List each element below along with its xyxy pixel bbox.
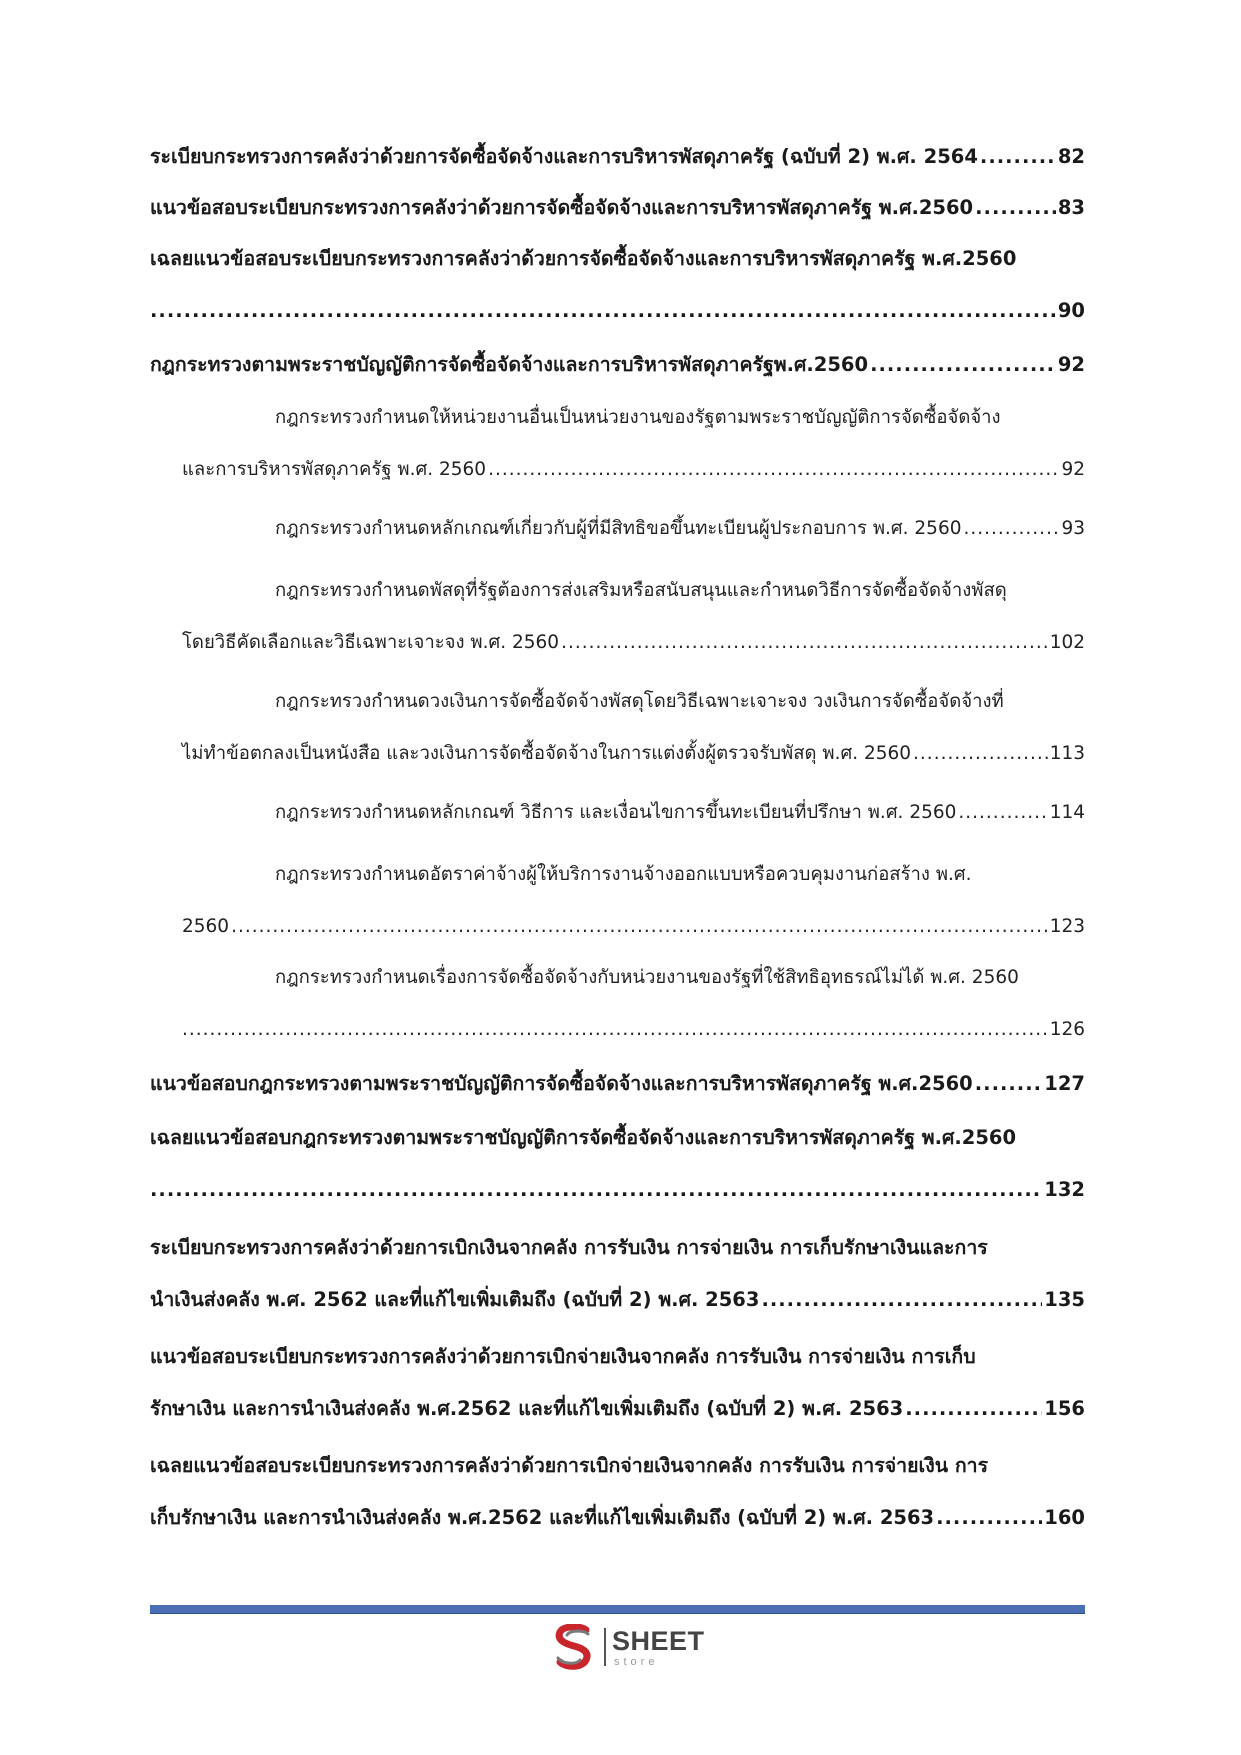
toc-leader — [975, 182, 1056, 234]
toc-page-number: 90 — [1057, 299, 1085, 322]
toc-entry-title: กฎกระทรวงกำหนดวงเงินการจัดซื้อจัดจ้างพัสดุโดยวิธีเฉพาะเจาะจง วงเงินการจัดซื้อจัดจ้างที่ — [275, 691, 1004, 712]
toc-page-number: 83 — [1057, 196, 1085, 219]
toc-entry-title: แนวข้อสอบระเบียบกระทรวงการคลังว่าด้วยการเบิกจ่ายเงินจากคลัง การรับเงิน การจ่ายเงิน การเก็บ — [150, 1345, 976, 1368]
toc-entry-title: เฉลยแนวข้อสอบระเบียบกระทรวงการคลังว่าด้วยการเบิกจ่ายเงินจากคลัง การรับเงิน การจ่ายเงิน การ — [150, 1454, 989, 1477]
toc-page-number: 82 — [1057, 145, 1085, 168]
toc-leader — [150, 285, 1056, 337]
toc-entry[interactable] — [150, 1058, 1085, 1110]
toc-entry-title: กฎกระทรวงกำหนดเรื่องการจัดซื้อจัดจ้างกับหน่วยงานของรัฐที่ใช้สิทธิอุทธรณ์ไม่ได้ พ.ศ. 2560 — [275, 967, 1019, 988]
toc-subentry[interactable] — [150, 392, 1085, 496]
toc-entry-title: กฎกระทรวงกำหนดพัสดุที่รัฐต้องการส่งเสริมหรือสนับสนุนและกำหนดวิธีการจัดซื้อจัดจ้างพัสดุ — [275, 580, 1007, 601]
toc-entry-title: ระเบียบกระทรวงการคลังว่าด้วยการจัดซื้อจัดจ้างและการบริหารพัสดุภาครัฐ (ฉบับที่ 2) พ.ศ. 2564 — [150, 145, 978, 168]
toc-entry[interactable] — [150, 1222, 1085, 1326]
toc-entry[interactable] — [150, 1112, 1085, 1216]
toc-entry-title: กฎกระทรวงกำหนดอัตราค่าจ้างผู้ให้บริการงานจ้างออกแบบหรือควบคุมงานก่อสร้าง พ.ศ. — [275, 864, 972, 885]
toc-entry[interactable] — [150, 1331, 1085, 1435]
toc-leader — [980, 131, 1056, 183]
toc-entry-title-cont: 2560 — [182, 916, 230, 937]
sheet-store-logo — [552, 1622, 712, 1674]
toc-subentry[interactable] — [150, 787, 1085, 839]
toc-leader — [913, 728, 1048, 780]
logo-tagline: store — [614, 1656, 659, 1668]
toc-leader — [182, 1004, 1048, 1056]
toc-entry-title-cont: ไม่ทำข้อตกลงเป็นหนังสือ และวงเงินการจัดซื้อจัดจ้างในการแต่งตั้งผู้ตรวจรับพัสดุ พ.ศ. 2560 — [182, 743, 912, 764]
toc-entry-title: เฉลยแนวข้อสอบกฎกระทรวงตามพระราชบัญญัติการจัดซื้อจัดจ้างและการบริหารพัสดุภาครัฐ พ.ศ.2560 — [150, 1126, 1017, 1149]
toc-entry-title: กฎกระทรวงกำหนดหลักเกณฑ์เกี่ยวกับผู้ที่มีสิทธิขอขึ้นทะเบียนผู้ประกอบการ พ.ศ. 2560 — [275, 518, 962, 539]
toc-page-number: 132 — [1044, 1178, 1085, 1201]
s-logo-icon — [552, 1624, 596, 1670]
toc-page-number: 160 — [1044, 1506, 1085, 1529]
toc-subentry[interactable] — [150, 503, 1085, 555]
toc-entry-title: กฎกระทรวงกำหนดให้หน่วยงานอื่นเป็นหน่วยงานของรัฐตามพระราชบัญญัติการจัดซื้อจัดจ้าง — [275, 407, 1001, 428]
toc-leader — [905, 1383, 1042, 1435]
toc-leader — [936, 1492, 1042, 1544]
toc-entry-title: ระเบียบกระทรวงการคลังว่าด้วยการเบิกเงินจากคลัง การรับเงิน การจ่ายเงิน การเก็บรักษาเงินและการ — [150, 1236, 988, 1259]
toc-entry[interactable] — [150, 131, 1085, 183]
toc-leader — [150, 1164, 1042, 1216]
toc-page-number: 92 — [1057, 353, 1085, 376]
toc-page-number: 127 — [1044, 1072, 1085, 1095]
toc-entry[interactable] — [150, 339, 1085, 391]
toc-page-number: 102 — [1049, 632, 1085, 653]
toc-page-number: 114 — [1049, 802, 1085, 823]
toc-leader — [975, 1058, 1043, 1110]
toc-entry[interactable] — [150, 182, 1085, 234]
toc-entry-title: กฎกระทรวงตามพระราชบัญญัติการจัดซื้อจัดจ้างและการบริหารพัสดุภาครัฐพ.ศ.2560 — [150, 353, 869, 376]
toc-entry-title-cont: และการบริหารพัสดุภาครัฐ พ.ศ. 2560 — [182, 459, 487, 480]
logo-divider — [604, 1628, 606, 1666]
toc-subentry[interactable] — [150, 952, 1085, 1056]
toc-leader — [561, 617, 1048, 669]
toc-leader — [964, 503, 1060, 555]
logo-brand-text: SHEET — [612, 1626, 705, 1656]
toc-entry-title: เฉลยแนวข้อสอบระเบียบกระทรวงการคลังว่าด้วยการจัดซื้อจัดจ้างและการบริหารพัสดุภาครัฐ พ.ศ.2560 — [150, 247, 1017, 270]
toc-leader — [231, 901, 1048, 953]
toc-page-number: 93 — [1061, 518, 1085, 539]
toc-leader — [870, 339, 1056, 391]
toc-entry-title-cont: เก็บรักษาเงิน และการนำเงินส่งคลัง พ.ศ.2562 และที่แก้ไขเพิ่มเติมถึง (ฉบับที่ 2) พ.ศ. 2563 — [150, 1506, 935, 1529]
toc-entry-title-cont: นำเงินส่งคลัง พ.ศ. 2562 และที่แก้ไขเพิ่มเติมถึง (ฉบับที่ 2) พ.ศ. 2563 — [150, 1288, 760, 1311]
toc-leader — [488, 444, 1059, 496]
toc-entry[interactable] — [150, 233, 1085, 337]
toc-subentry[interactable] — [150, 849, 1085, 953]
footer-rule — [150, 1605, 1085, 1614]
toc-leader — [761, 1274, 1042, 1326]
toc-page-number: 126 — [1049, 1019, 1085, 1040]
toc-entry[interactable] — [150, 1440, 1085, 1544]
toc-subentry[interactable] — [150, 565, 1085, 669]
toc-leader — [958, 787, 1047, 839]
toc-entry-title-cont: รักษาเงิน และการนำเงินส่งคลัง พ.ศ.2562 และที่แก้ไขเพิ่มเติมถึง (ฉบับที่ 2) พ.ศ. 2563 — [150, 1397, 904, 1420]
toc-subentry[interactable] — [150, 676, 1085, 780]
toc-entry-title: แนวข้อสอบระเบียบกระทรวงการคลังว่าด้วยการจัดซื้อจัดจ้างและการบริหารพัสดุภาครัฐ พ.ศ.2560 — [150, 196, 974, 219]
toc-page-number: 113 — [1049, 743, 1085, 764]
toc-entry-title: แนวข้อสอบกฎกระทรวงตามพระราชบัญญัติการจัดซื้อจัดจ้างและการบริหารพัสดุภาครัฐ พ.ศ.2560 — [150, 1072, 973, 1095]
toc-page-number: 156 — [1044, 1397, 1085, 1420]
toc-entry-title: กฎกระทรวงกำหนดหลักเกณฑ์ วิธีการ และเงื่อนไขการขึ้นทะเบียนที่ปรึกษา พ.ศ. 2560 — [275, 802, 957, 823]
toc-page-number: 135 — [1044, 1288, 1085, 1311]
toc-page-number: 92 — [1061, 459, 1085, 480]
toc-page-number: 123 — [1049, 916, 1085, 937]
toc-entry-title-cont: โดยวิธีคัดเลือกและวิธีเฉพาะเจาะจง พ.ศ. 2560 — [182, 632, 560, 653]
